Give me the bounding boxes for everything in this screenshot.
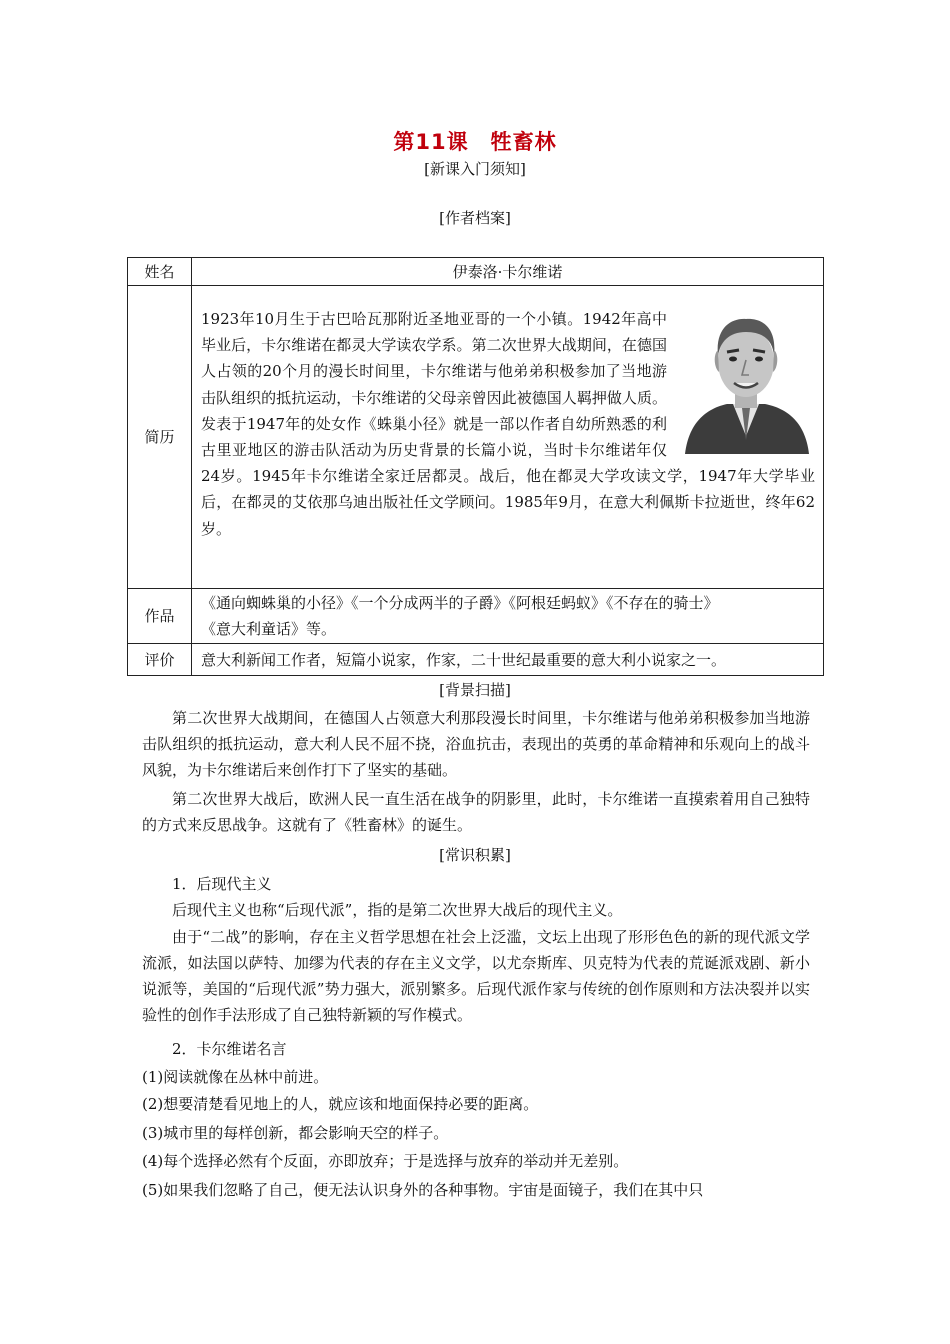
works-list-line-1: 《通向蜘蛛巢的小径》《一个分成两半的子爵》《阿根廷蚂蚁》《不存在的骑士》	[201, 594, 719, 612]
knowledge-heading: [常识积累]	[439, 846, 511, 864]
postmodernism-paragraph: 由于“二战”的影响，存在主义哲学思想在社会上泛滥，文坛上出现了形形色色的新的现代派文学流派，如法国以萨特、加缪为代表的存在主义文学，以尤奈斯库、贝克特为代表的荒诞派戏剧、新小说派等，美国的“后现代派”势力强大，派别繁多。后现代派作家与传统的创作原则和方法决裂并以实验性的创作手法形成了自己独特新颖的写作模式。	[142, 928, 810, 1024]
postmodernism-heading: 1．后现代主义	[172, 875, 272, 893]
intro-heading: [新课入门须知]	[424, 160, 526, 178]
author-portrait	[681, 308, 811, 454]
quote-item: (4)每个选择必然有个反面，亦即放弃；于是选择与放弃的举动并无差别。	[142, 1152, 629, 1170]
quote-item: (1)阅读就像在丛林中前进。	[142, 1068, 329, 1086]
biography-label: 简历	[128, 286, 192, 589]
background-paragraph-2: 第二次世界大战后，欧洲人民一直生活在战争的阴影里，此时，卡尔维诺一直摸索着用自己独特的方式来反思战争。这就有了《牲畜林》的诞生。	[142, 790, 810, 834]
page-title: 第11课 牲畜林	[393, 130, 557, 154]
author-name: 伊泰洛·卡尔维诺	[192, 258, 824, 286]
works-label: 作品	[128, 589, 192, 644]
name-row	[128, 258, 824, 286]
quote-item: (5)如果我们忽略了自己，便无法认识身外的各种事物。宇宙是面镜子，我们在其中只	[142, 1181, 704, 1199]
biography-row	[128, 286, 824, 589]
biography-text: 1923年10月生于古巴哈瓦那附近圣地亚哥的一个小镇。1942年高中毕业后，卡尔维诺在都灵大学读农学系。第二次世界大战期间，在德国人占领的20个月的漫长时间里，卡尔维诺与他弟弟积极参加了当地游击队组织的抵抗运动，卡尔维诺的父母亲曾因此被德国人羁押做人质。发表于1947年的处女作《蛛巢小径》就是一部以作者自幼所熟悉的利古里亚地区的游击队活动为历史背景的长篇小说，当时卡尔维诺年仅24岁。1945年卡尔维诺全家迁居都灵。战后，他在都灵大学攻读文学，1947年大学毕业后，在都灵的艾依那乌迪出版社任文学顾问。1985年9月，在意大利佩斯卡拉逝世，终年62岁。	[201, 310, 815, 538]
quote-item: (2)想要清楚看见地上的人，就应该和地面保持必要的距离。	[142, 1095, 539, 1113]
author-profile-table	[127, 257, 824, 676]
review-text: 意大利新闻工作者，短篇小说家，作家，二十世纪最重要的意大利小说家之一。	[192, 644, 824, 676]
works-row	[128, 589, 824, 644]
review-row	[128, 644, 824, 676]
quote-item: (3)城市里的每样创新，都会影响天空的样子。	[142, 1124, 449, 1142]
postmodernism-definition: 后现代主义也称“后现代派”，指的是第二次世界大战后的现代主义。	[172, 901, 623, 919]
works-list-line-2: 《意大利童话》等。	[201, 620, 337, 638]
name-label: 姓名	[128, 258, 192, 286]
background-heading: [背景扫描]	[439, 681, 511, 699]
author-profile-heading: [作者档案]	[439, 209, 511, 227]
quotes-heading: 2．卡尔维诺名言	[172, 1040, 287, 1058]
review-label: 评价	[128, 644, 192, 676]
background-paragraph-1: 第二次世界大战期间，在德国人占领意大利那段漫长时间里，卡尔维诺与他弟弟积极参加当地游击队组织的抵抗运动，意大利人民不屈不挠，浴血抗击，表现出的英勇的革命精神和乐观向上的战斗风貌，为卡尔维诺后来创作打下了坚实的基础。	[142, 709, 810, 779]
